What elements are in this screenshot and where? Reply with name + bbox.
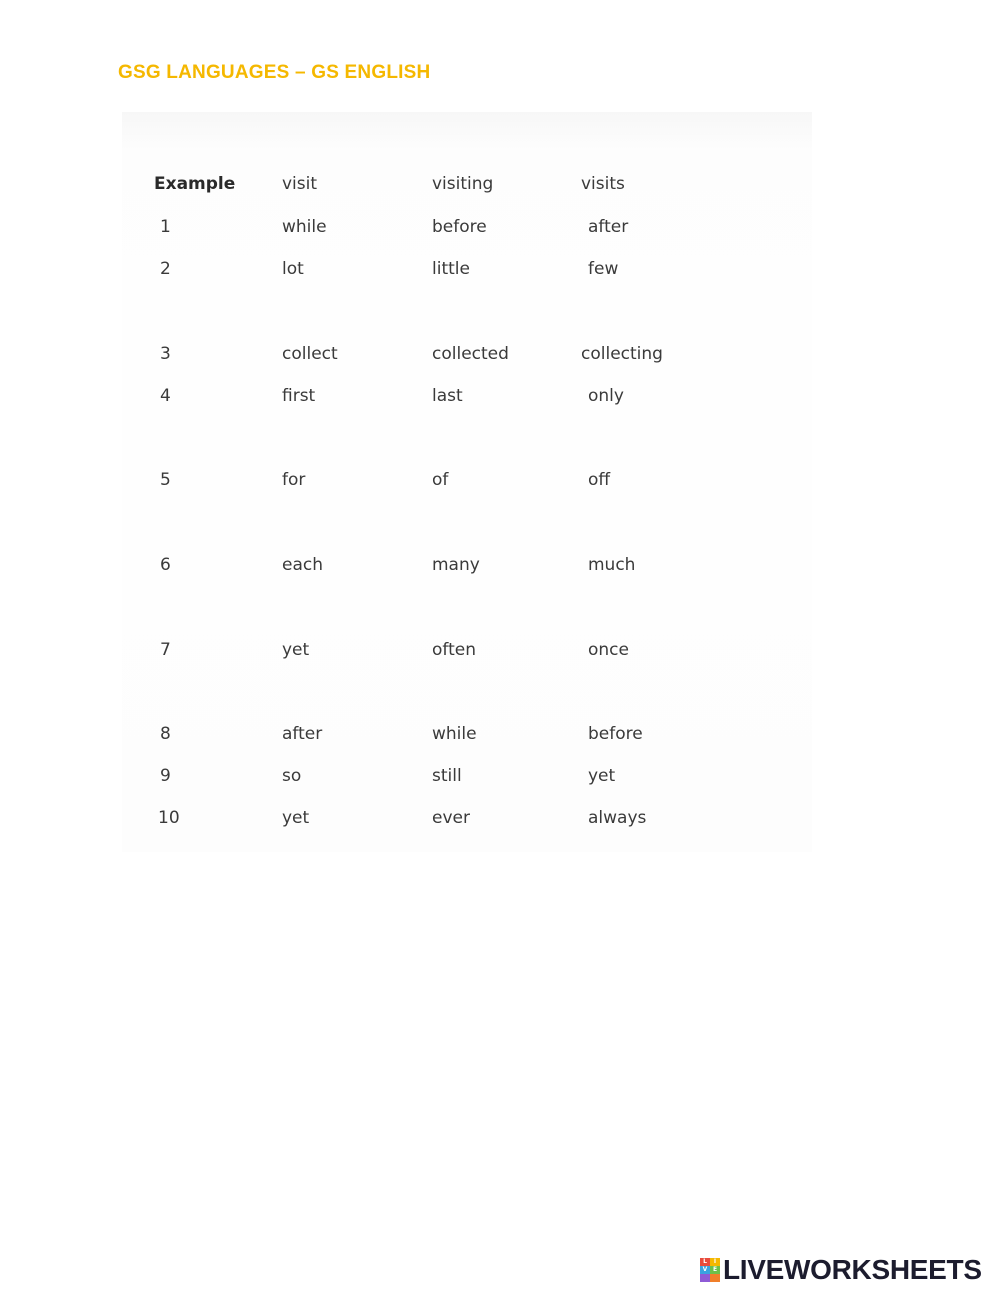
liveworksheets-logo-text: LIVEWORKSHEETS: [723, 1254, 982, 1285]
word-option-a: after: [282, 724, 323, 744]
logo-mark-tile: [700, 1274, 710, 1282]
word-option-c: few: [588, 259, 619, 279]
table-row: [0, 724, 1000, 754]
logo-mark-tile: V: [700, 1266, 710, 1274]
word-option-a: each: [282, 555, 323, 575]
word-option-b: often: [432, 640, 476, 660]
word-option-c: always: [588, 808, 647, 828]
row-number: 3: [160, 344, 171, 364]
word-option-a: while: [282, 217, 327, 237]
table-row: [0, 766, 1000, 796]
row-number: 2: [160, 259, 171, 279]
word-option-c: after: [588, 217, 629, 237]
row-number: 9: [160, 766, 171, 786]
logo-mark-tile: I: [710, 1258, 720, 1266]
page-title: GSG LANGUAGES – GS ENGLISH: [118, 62, 431, 83]
word-option-b: little: [432, 259, 470, 279]
word-option-c: much: [588, 555, 636, 575]
word-option-a: visit: [282, 174, 318, 194]
word-option-c: once: [588, 640, 629, 660]
word-option-b: while: [432, 724, 477, 744]
word-option-b: still: [432, 766, 462, 786]
table-row-example: [0, 174, 1000, 204]
row-number: 1: [160, 217, 171, 237]
word-option-a: lot: [282, 259, 304, 279]
table-row: [0, 470, 1000, 500]
logo-mark-tile: [710, 1274, 720, 1282]
word-option-c: collecting: [581, 344, 663, 364]
row-number: 8: [160, 724, 171, 744]
table-row: [0, 555, 1000, 585]
row-number: 4: [160, 386, 171, 406]
word-option-b: last: [432, 386, 463, 406]
liveworksheets-logo-mark: [700, 1258, 720, 1282]
table-row: [0, 217, 1000, 247]
table-row: [0, 259, 1000, 289]
word-option-b: before: [432, 217, 487, 237]
word-option-b: many: [432, 555, 480, 575]
word-option-b: visiting: [432, 174, 494, 194]
row-number: 10: [158, 808, 180, 828]
word-option-c: only: [588, 386, 624, 406]
word-option-a: yet: [282, 640, 310, 660]
word-option-c: yet: [588, 766, 616, 786]
word-option-a: yet: [282, 808, 310, 828]
liveworksheets-logo[interactable]: [700, 1256, 982, 1284]
word-option-b: collected: [432, 344, 509, 364]
word-option-a: collect: [282, 344, 338, 364]
row-number: 6: [160, 555, 171, 575]
table-row: [0, 344, 1000, 374]
word-option-c: off: [588, 470, 611, 490]
word-option-c: before: [588, 724, 643, 744]
table-row: [0, 808, 1000, 838]
word-option-b: of: [432, 470, 449, 490]
logo-mark-tile: L: [700, 1258, 710, 1266]
word-option-a: so: [282, 766, 302, 786]
word-option-b: ever: [432, 808, 470, 828]
word-option-a: first: [282, 386, 316, 406]
row-number: 5: [160, 470, 171, 490]
logo-mark-tile: E: [710, 1266, 720, 1274]
table-row: [0, 640, 1000, 670]
row-label: Example: [154, 174, 236, 194]
row-number: 7: [160, 640, 171, 660]
word-option-a: for: [282, 470, 306, 490]
word-option-c: visits: [581, 174, 625, 194]
table-row: [0, 386, 1000, 416]
